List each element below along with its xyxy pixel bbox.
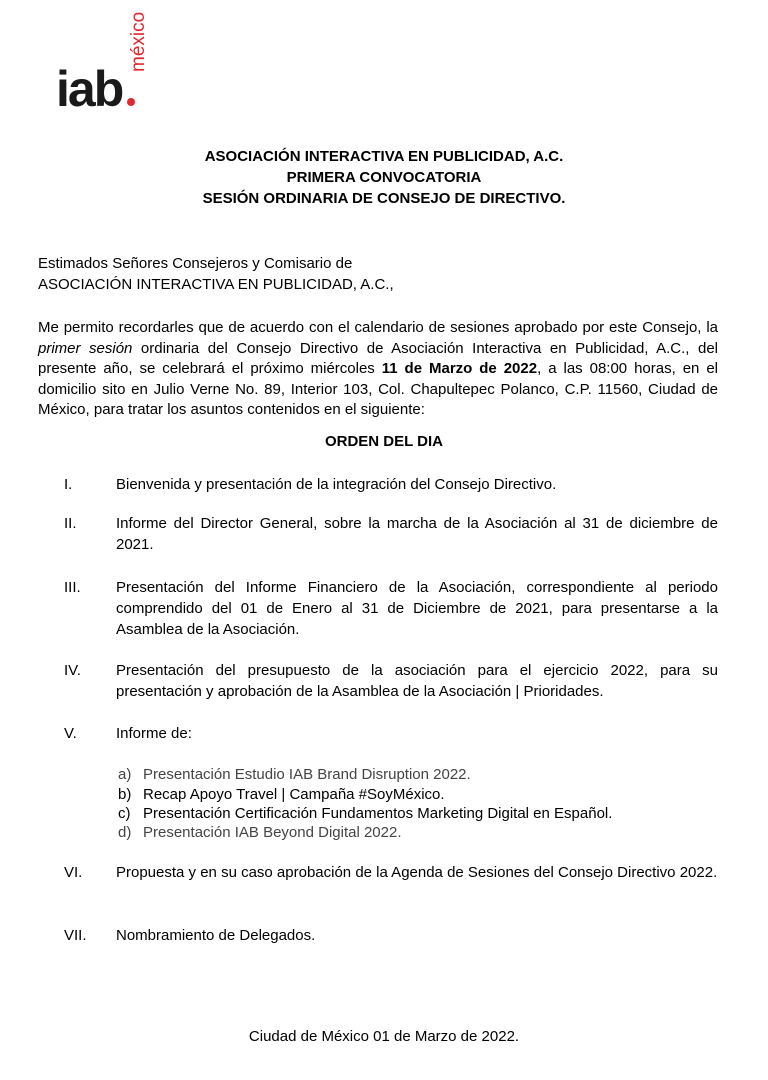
agenda-item-text: Propuesta y en su caso aprobación de la Agenda de Sesiones del Consejo Directivo 2022. (116, 864, 718, 881)
agenda-item-text: Nombramiento de Delegados. (116, 927, 316, 944)
iab-mexico-logo (56, 11, 156, 117)
intro-date-bold: 11 de Marzo de 2022 (381, 360, 538, 377)
logo-iab-text: iab (56, 61, 123, 117)
subitem-letter: d) (118, 824, 132, 841)
closing-date-line: Ciudad de México 01 de Marzo de 2022. (248, 1028, 520, 1045)
agenda-item-text: Informe del Director General, sobre la marcha de la Asociación al 31 de diciembre de 2021. (116, 515, 718, 553)
subitem-text: Recap Apoyo Travel | Campaña #SoyMéxico. (143, 786, 445, 803)
subitem-letter: b) (118, 786, 132, 803)
subitem-text: Presentación IAB Beyond Digital 2022. (143, 824, 402, 841)
heading-session: SESIÓN ORDINARIA DE CONSEJO DE DIRECTIVO. (202, 190, 566, 207)
logo-red-dot (127, 98, 135, 106)
intro-italic: primer sesión (38, 339, 133, 357)
agenda-item-text: Presentación del Informe Financiero de la Asociación, correspondiente al periodo comprendido del 01 de Enero al 31 de Diciembre de 2021, para presentarse a la Asamblea de la Asociación. (116, 579, 718, 638)
subitem-text: Presentación Certificación Fundamentos Marketing Digital en Español. (143, 805, 613, 822)
agenda-item-text: Informe de: (116, 725, 192, 742)
agenda-item-number: VI. (64, 864, 83, 881)
subitem-text: Presentación Estudio IAB Brand Disruption 2022. (143, 766, 471, 783)
agenda-item-number: I. (64, 476, 73, 493)
orden-del-dia-title: ORDEN DEL DIA (324, 433, 444, 450)
salutation (38, 253, 718, 295)
agenda-item-text: Bienvenida y presentación de la integración del Consejo Directivo. (116, 476, 557, 493)
agenda-item-number: IV. (64, 662, 81, 679)
agenda-item-number: V. (64, 725, 77, 742)
agenda-item-number: VII. (64, 927, 87, 944)
intro-text-2: ordinaria del Consejo Directivo de Asociación Interactiva en Publicidad, A.C., del presente año, se celebrará el próximo miércoles (38, 339, 719, 377)
intro-text-1: Me permito recordarles que de acuerdo con el calendario de sesiones aprobado por este Consejo, la (38, 319, 718, 336)
subitem-letter: a) (118, 766, 132, 783)
logo-mexico-text: méxico (128, 11, 149, 72)
heading-convocatoria: PRIMERA CONVOCATORIA (286, 169, 482, 186)
document-heading (0, 146, 768, 209)
salutation-line-2: ASOCIACIÓN INTERACTIVA EN PUBLICIDAD, A.C., (38, 276, 394, 293)
agenda-item-number: III. (64, 579, 81, 596)
agenda-item-text: Presentación del presupuesto de la asociación para el ejercicio 2022, para su presentación y aprobación de la Asamblea de la Asociación | Prioridades. (116, 662, 718, 700)
agenda-item-number: II. (64, 515, 77, 532)
intro-text-3: , a las 08:00 horas, en el domicilio sito en Julio Verne No. 89, Interior 103, Col. Chapultepec Polanco, C.P. 11560, Ciudad de México, para tratar los asuntos contenidos en el siguiente: (38, 360, 719, 418)
subitem-letter: c) (118, 805, 131, 822)
salutation-line-1: Estimados Señores Consejeros y Comisario de (38, 255, 353, 272)
heading-organization: ASOCIACIÓN INTERACTIVA EN PUBLICIDAD, A.C. (204, 148, 564, 165)
intro-paragraph (38, 318, 718, 421)
